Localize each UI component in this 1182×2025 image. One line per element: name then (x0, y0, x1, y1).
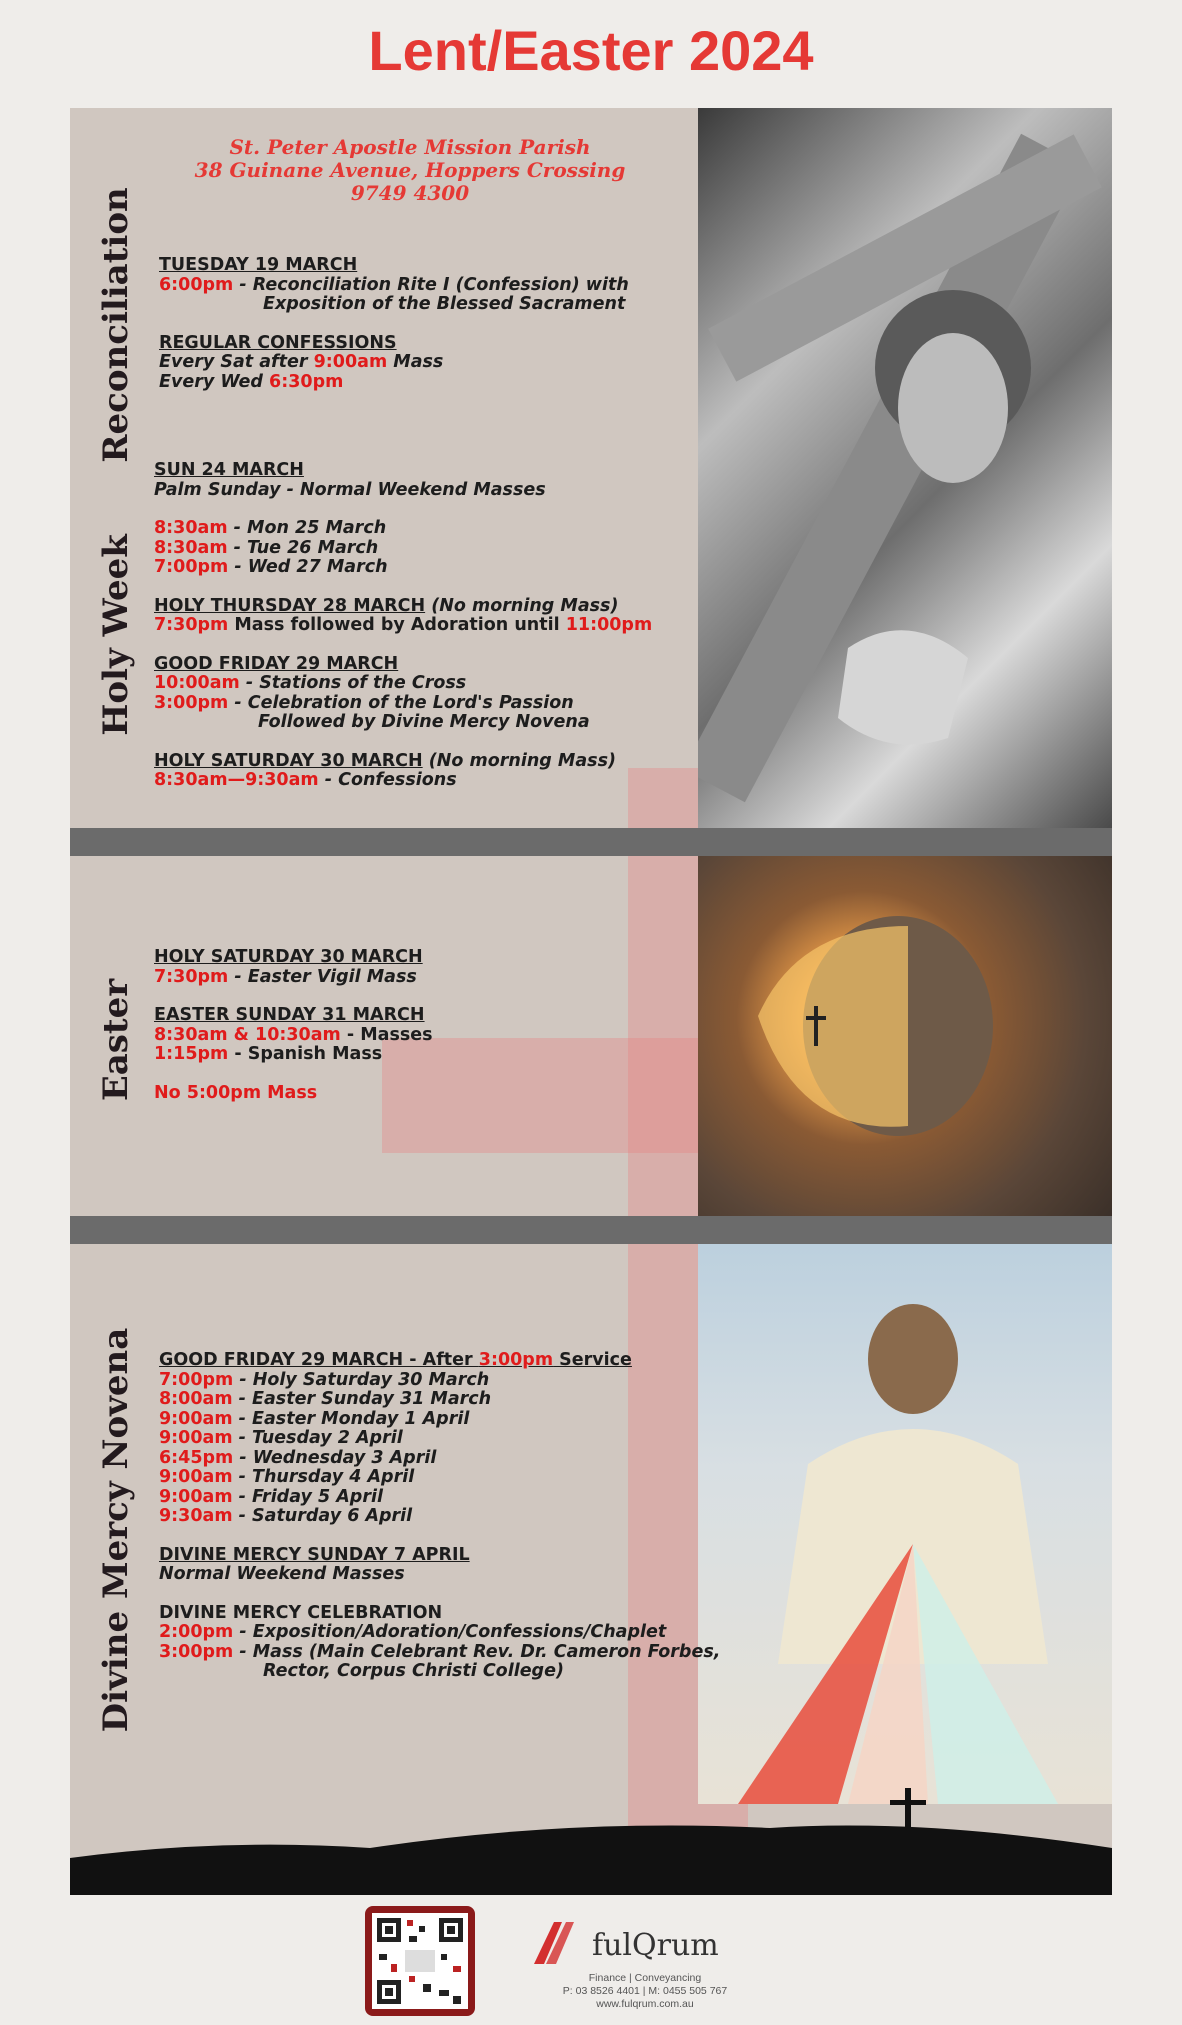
novena-day: - Wednesday 3 April (233, 1447, 437, 1468)
novena-row (159, 1449, 720, 1469)
passion-text-2: Followed by Divine Mercy Novena (258, 712, 590, 732)
novena-time: 9:00am (159, 1428, 233, 1448)
passion-time: 3:00pm (154, 692, 229, 713)
novena-day: - Holy Saturday 30 March (233, 1369, 490, 1390)
novena-row (159, 1410, 720, 1430)
rite-text-2: Exposition of the Blessed Sacrament (263, 294, 626, 314)
sponsor-phones: P: 03 8526 4401 | M: 0455 505 767 (562, 1985, 728, 1997)
calvary-silhouette (70, 1788, 1112, 1895)
vigil-time: 7:30pm (154, 966, 229, 987)
section-label-holy-week: Holy Week (96, 534, 136, 736)
novena-time: 9:00am (159, 1408, 233, 1429)
jesus-carrying-cross-image (698, 108, 1112, 828)
easter-sunday-heading: EASTER SUNDAY 31 MARCH (154, 1005, 425, 1025)
stations-time: 10:00am (154, 673, 240, 693)
holy-thursday-text: Mass followed by Adoration until (228, 615, 566, 635)
divine-mercy-content (159, 1351, 720, 1682)
good-friday-heading: GOOD FRIDAY 29 MARCH (154, 653, 399, 674)
novena-row (159, 1488, 720, 1508)
weekday-mass-row (154, 539, 652, 559)
novena-heading-suffix: Service (553, 1350, 632, 1370)
divine-mercy-image (698, 1244, 1112, 1804)
easter-content (154, 948, 433, 1103)
celebration-mass-text: - Mass (Main Celebrant Rev. Dr. Cameron Forbes, (233, 1641, 721, 1662)
novena-time: 9:00am (159, 1486, 233, 1507)
holy-thursday-heading: HOLY THURSDAY 28 MARCH (154, 595, 426, 616)
section-label-reconciliation: Reconciliation (96, 187, 136, 463)
sat-confession-text: Every Sat after (159, 352, 314, 372)
novena-day: - Tuesday 2 April (232, 1428, 403, 1448)
vigil-heading: HOLY SATURDAY 30 MARCH (154, 947, 423, 967)
rite-text: - Reconciliation Rite I (Confession) with (239, 274, 629, 295)
vigil-text: - Easter Vigil Mass (228, 966, 417, 987)
sponsor-name: fulQrum (592, 1928, 719, 1963)
holy-saturday-text: - Confessions (318, 770, 457, 790)
reconciliation-day-heading: TUESDAY 19 MARCH (159, 255, 358, 275)
page-title: Lent/Easter 2024 (368, 19, 814, 82)
section-divider-band (70, 828, 1112, 856)
novena-heading: GOOD FRIDAY 29 MARCH - After (159, 1350, 479, 1370)
wed-confession-text: Every Wed (159, 371, 270, 392)
celebration-text: - Exposition/Adoration/Confessions/Chaplet (233, 1622, 667, 1642)
holy-week-content (154, 461, 652, 791)
sat-confession-time: 9:00am (313, 352, 388, 372)
novena-row (159, 1507, 720, 1527)
section-label-easter: Easter (96, 978, 136, 1102)
novena-day: - Easter Sunday 31 March (232, 1389, 492, 1409)
parish-address: 38 Guinane Avenue, Hoppers Crossing (194, 158, 626, 182)
easter-sunday-time: 8:30am & 10:30am (154, 1024, 341, 1045)
regular-confessions-heading: REGULAR CONFESSIONS (159, 332, 397, 353)
weekday-mass-row (154, 519, 652, 539)
sat-confession-suffix: Mass (387, 352, 444, 372)
stations-text: - Stations of the Cross (239, 673, 467, 693)
holy-thursday-time: 7:30pm (154, 615, 229, 635)
novena-row (159, 1371, 720, 1391)
mercy-sunday-text: Normal Weekend Masses (159, 1564, 405, 1584)
novena-row (159, 1429, 720, 1449)
novena-day: - Friday 5 April (232, 1486, 383, 1507)
sponsor-services: Finance | Conveyancing (588, 1972, 702, 1984)
novena-time: 7:00pm (159, 1369, 234, 1390)
novena-row (159, 1390, 720, 1410)
passion-text: - Celebration of the Lord's Passion (228, 692, 574, 713)
section-divider-band (70, 1216, 1112, 1244)
novena-row (159, 1468, 720, 1488)
novena-time: 9:00am (159, 1467, 233, 1487)
palm-sunday-text: Palm Sunday - Normal Weekend Masses (154, 479, 546, 500)
sponsor-website[interactable]: www.fulqrum.com.au (596, 1998, 694, 2010)
qr-code[interactable] (365, 1906, 475, 2016)
novena-day: - Saturday 6 April (232, 1506, 413, 1526)
parish-name: St. Peter Apostle Mission Parish (229, 135, 591, 159)
wed-confession-time: 6:30pm (269, 371, 344, 392)
weekday-mass-day: - Tue 26 March (227, 537, 379, 558)
celebration-time: 2:00pm (159, 1622, 234, 1642)
mercy-sunday-heading: DIVINE MERCY SUNDAY 7 APRIL (159, 1544, 470, 1565)
fulqrum-logo-icon (530, 1918, 590, 1968)
spanish-mass-text: - Spanish Mass (228, 1044, 383, 1064)
sponsor-details (530, 1972, 760, 2011)
no-mass-notice: No 5:00pm Mass (154, 1082, 318, 1103)
rite-time: 6:00pm (159, 274, 234, 295)
parish-phone: 9749 4300 (350, 181, 470, 205)
weekday-mass-day: - Mon 25 March (227, 518, 387, 538)
celebration-mass-time: 3:00pm (159, 1641, 234, 1662)
weekday-mass-time: 8:30am (154, 537, 228, 558)
weekday-mass-row (154, 558, 652, 578)
novena-heading-time: 3:00pm (478, 1350, 554, 1370)
schedule-poster (70, 108, 1112, 1895)
holy-thursday-note: (No morning Mass) (425, 595, 619, 616)
novena-time: 9:30am (159, 1506, 233, 1526)
empty-tomb-image (698, 856, 1112, 1216)
parish-header (150, 136, 670, 205)
holy-saturday-time: 8:30am—9:30am (154, 770, 319, 790)
novena-day: - Thursday 4 April (232, 1467, 415, 1487)
weekday-mass-time: 7:00pm (154, 557, 229, 577)
novena-day: - Easter Monday 1 April (232, 1408, 470, 1429)
novena-time: 8:00am (159, 1389, 233, 1409)
celebration-mass-text-2: Rector, Corpus Christi College) (263, 1661, 564, 1681)
holy-thursday-end-time: 11:00pm (565, 615, 653, 635)
reconciliation-content (159, 256, 629, 392)
palm-sunday-heading: SUN 24 MARCH (154, 460, 304, 480)
celebration-heading: DIVINE MERCY CELEBRATION (159, 1602, 443, 1623)
sponsor-logo (530, 1912, 760, 2012)
spanish-mass-time: 1:15pm (154, 1044, 229, 1064)
novena-time: 6:45pm (159, 1447, 234, 1468)
section-label-divine-mercy: Divine Mercy Novena (96, 1327, 136, 1733)
holy-saturday-note: (No morning Mass) (422, 750, 616, 771)
weekday-mass-time: 8:30am (154, 518, 228, 538)
easter-sunday-text: - Masses (340, 1024, 433, 1045)
weekday-mass-day: - Wed 27 March (228, 557, 388, 577)
holy-saturday-heading: HOLY SATURDAY 30 MARCH (154, 750, 423, 771)
